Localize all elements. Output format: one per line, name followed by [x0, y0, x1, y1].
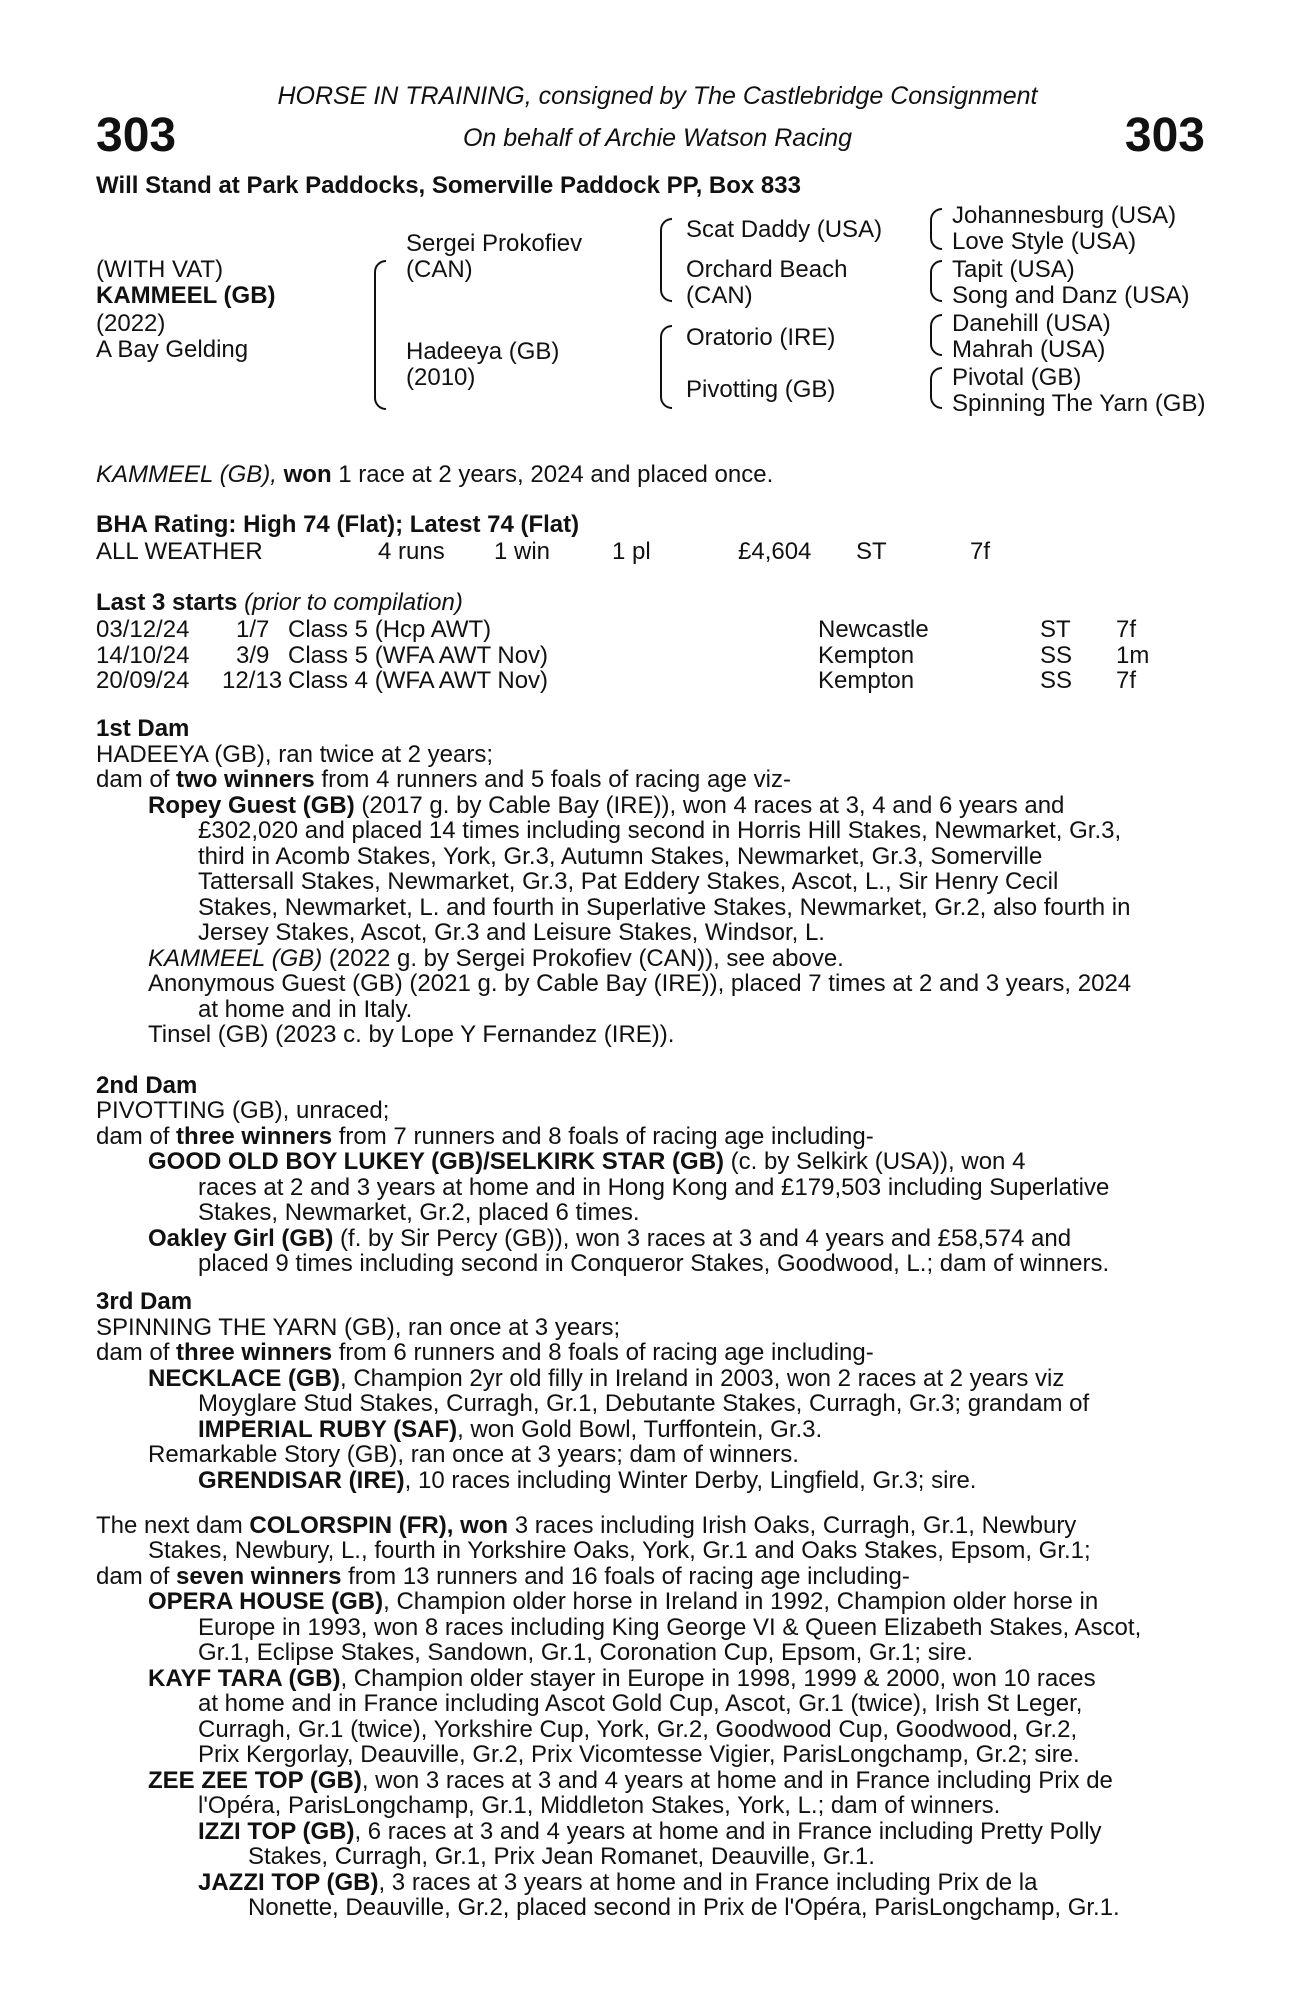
horse-description: A Bay Gelding — [96, 336, 249, 363]
text: , 6 races at 3 and 4 years at home and in France including Pretty Polly — [354, 1818, 1102, 1845]
progeny-name: IMPERIAL RUBY (SAF) — [198, 1416, 458, 1443]
winner-count: three winners — [176, 1123, 333, 1150]
start-date: 03/12/24 — [96, 616, 190, 643]
start-distance: 7f — [1116, 667, 1137, 694]
progeny-name: OPERA HOUSE (GB) — [148, 1588, 384, 1615]
text: dam of — [96, 1339, 177, 1366]
start-date: 20/09/24 — [96, 667, 190, 694]
race-summary — [96, 462, 773, 488]
start-race: Class 5 (Hcp AWT) — [288, 616, 492, 643]
ropey-line4: Tattersall Stakes, Newmarket, Gr.3, Pat Eddery Stakes, Ascot, L., Sir Henry Cecil — [198, 868, 1059, 895]
rating-prize: £4,604 — [738, 538, 812, 565]
progeny-name: JAZZI TOP (GB) — [198, 1869, 379, 1896]
second-dam-heading: 2nd Dam — [96, 1072, 198, 1099]
text: dam of — [96, 1123, 177, 1150]
start-distance: 1m — [1116, 642, 1150, 669]
second-dam-line2 — [96, 1124, 874, 1150]
summary-won: won — [283, 461, 332, 488]
text: (2017 g. by Cable Bay (IRE)), won 4 races at 3, 4 and 6 years and — [354, 792, 1065, 819]
kammeel-entry — [148, 946, 844, 972]
lot-number-right: 303 — [1124, 109, 1205, 162]
ropey-line5: Stakes, Newmarket, L. and fourth in Superlative Stakes, Newmarket, Gr.2, also fourth in — [198, 894, 1131, 921]
winner-count: two winners — [176, 766, 315, 793]
text: (2022 g. by Sergei Prokofiev (CAN)), see above. — [322, 945, 844, 972]
text: , won Gold Bowl, Turffontein, Gr.3. — [457, 1416, 823, 1443]
start-date: 14/10/24 — [96, 642, 190, 669]
progeny-name: KAYF TARA (GB) — [148, 1665, 341, 1692]
stand-location: Will Stand at Park Paddocks, Somerville Paddock PP, Box 833 — [96, 172, 801, 199]
progeny-name: KAMMEEL (GB) — [148, 945, 323, 972]
anonymous-guest-entry: Anonymous Guest (GB) (2021 g. by Cable Bay (IRE)), placed 7 times at 2 and 3 years, 2024 — [148, 970, 1132, 997]
text: from 4 runners and 5 foals of racing age viz- — [314, 766, 791, 793]
pedigree-brace-sd — [930, 260, 942, 302]
progeny-name: COLORSPIN (FR), won — [249, 1512, 509, 1539]
bha-rating-title: BHA Rating: High 74 (Flat); Latest 74 (Flat) — [96, 511, 580, 538]
progeny-name: Ropey Guest (GB) — [148, 792, 355, 819]
pedigree-dds: Pivotal (GB) — [952, 364, 1082, 391]
last-starts-note: (prior to compilation) — [244, 589, 463, 616]
first-dam-heading: 1st Dam — [96, 715, 190, 742]
opera-line2: Europe in 1993, won 8 races including King George VI & Queen Elizabeth Stakes, Ascot, — [198, 1614, 1142, 1641]
text: , won 3 races at 3 and 4 years at home and in France including Prix de — [361, 1767, 1113, 1794]
horse-name: KAMMEEL (GB) — [96, 282, 276, 309]
pedigree-sss: Johannesburg (USA) — [952, 202, 1177, 229]
text: , Champion older stayer in Europe in 1998, 1999 & 2000, won 10 races — [340, 1665, 1096, 1692]
pedigree-dss: Danehill (USA) — [952, 310, 1111, 337]
ropey-line2: £302,020 and placed 14 times including second in Horris Hill Stakes, Newmarket, Gr.3, — [198, 817, 1122, 844]
kayf-line2: at home and in France including Ascot Gold Cup, Ascot, Gr.1 (twice), Irish St Leger, — [198, 1690, 1083, 1717]
last-starts-title: Last 3 starts — [96, 589, 238, 616]
start-position: 3/9 — [236, 642, 270, 669]
text: , Champion older horse in Ireland in 1992, Champion older horse in — [383, 1588, 1099, 1615]
opera-house-entry — [148, 1589, 1098, 1615]
progeny-name: GRENDISAR (IRE) — [198, 1467, 405, 1494]
pedigree-brace-main — [374, 260, 386, 410]
start-position: 1/7 — [236, 616, 270, 643]
progeny-name: Oakley Girl (GB) — [148, 1225, 334, 1252]
start-going: ST — [1040, 616, 1071, 643]
progeny-name: GOOD OLD BOY LUKEY (GB)/SELKIRK STAR (GB) — [148, 1148, 725, 1175]
next-dam-line2: Stakes, Newbury, L., fourth in Yorkshire Oaks, York, Gr.1 and Oaks Stakes, Epsom, Gr.1; — [148, 1537, 1091, 1564]
summary-horse-name: KAMMEEL (GB), — [96, 461, 277, 488]
pedigree-brace-dam — [660, 325, 672, 409]
pedigree-brace-dd — [930, 367, 942, 409]
kayf-line3: Curragh, Gr.1 (twice), Yorkshire Cup, York, Gr.2, Goodwood Cup, Goodwood, Gr.2, — [198, 1716, 1078, 1743]
grendisar-entry — [198, 1468, 976, 1494]
kayf-tara-entry — [148, 1666, 1096, 1692]
lot-number-left: 303 — [96, 109, 177, 162]
necklace-entry — [148, 1366, 1064, 1392]
pedigree-sire-dam: Orchard Beach — [686, 256, 848, 283]
pedigree-ddd: Spinning The Yarn (GB) — [952, 390, 1206, 417]
pedigree-sire-dam-country: (CAN) — [686, 282, 753, 309]
pedigree-ssd: Love Style (USA) — [952, 228, 1137, 255]
jazzi-top-entry — [198, 1870, 1037, 1896]
text: , 10 races including Winter Derby, Lingfield, Gr.3; sire. — [404, 1467, 977, 1494]
anonymous-guest-line2: at home and in Italy. — [198, 996, 413, 1023]
text: , 3 races at 3 years at home and in France including Prix de la — [378, 1869, 1038, 1896]
pedigree-sds: Tapit (USA) — [952, 256, 1075, 283]
third-dam-line1: SPINNING THE YARN (GB), ran once at 3 years; — [96, 1314, 621, 1341]
start-race: Class 5 (WFA AWT Nov) — [288, 642, 549, 669]
progeny-name: IZZI TOP (GB) — [198, 1818, 355, 1845]
vat-note: (WITH VAT) — [96, 256, 224, 283]
winner-count: three winners — [176, 1339, 333, 1366]
third-dam-heading: 3rd Dam — [96, 1288, 193, 1315]
start-course: Kempton — [818, 667, 915, 694]
pedigree-sire: Sergei Prokofiev — [406, 230, 583, 257]
text: from 6 runners and 8 foals of racing age including- — [332, 1339, 874, 1366]
next-dam-line1 — [96, 1513, 1076, 1539]
zee-line2: l'Opéra, ParisLongchamp, Gr.1, Middleton Stakes, York, L.; dam of winners. — [198, 1792, 1001, 1819]
zee-zee-top-entry — [148, 1768, 1113, 1794]
next-dam-line3 — [96, 1564, 910, 1590]
ropey-line3: third in Acomb Stakes, York, Gr.3, Autumn Stakes, Newmarket, Gr.3, Somerville — [198, 843, 1043, 870]
first-dam-line2 — [96, 767, 791, 793]
opera-line3: Gr.1, Eclipse Stakes, Sandown, Gr.1, Coronation Cup, Epsom, Gr.1; sire. — [198, 1639, 974, 1666]
start-race: Class 4 (WFA AWT Nov) — [288, 667, 549, 694]
ropey-line6: Jersey Stakes, Ascot, Gr.3 and Leisure Stakes, Windsor, L. — [198, 919, 825, 946]
pedigree-sire-sire: Scat Daddy (USA) — [686, 216, 883, 243]
rating-surface: ALL WEATHER — [96, 538, 263, 565]
izzi-line2: Stakes, Curragh, Gr.1, Prix Jean Romanet, Deauville, Gr.1. — [248, 1843, 875, 1870]
pedigree-dam-sire: Oratorio (IRE) — [686, 324, 836, 351]
second-dam-line1: PIVOTTING (GB), unraced; — [96, 1097, 390, 1124]
tinsel-entry: Tinsel (GB) (2023 c. by Lope Y Fernandez (IRE)). — [148, 1021, 675, 1048]
good-old-boy-entry — [148, 1149, 1025, 1175]
rating-wins: 1 win — [494, 538, 551, 565]
goob-line3: Stakes, Newmarket, Gr.2, placed 6 times. — [198, 1199, 640, 1226]
ropey-guest-entry — [148, 793, 1064, 819]
start-going: SS — [1040, 642, 1073, 669]
rating-placed: 1 pl — [612, 538, 651, 565]
consignor-line: HORSE IN TRAINING, consigned by The Castlebridge Consignment — [277, 82, 1038, 110]
first-dam-line1: HADEEYA (GB), ran twice at 2 years; — [96, 741, 494, 768]
third-dam-line2 — [96, 1340, 874, 1366]
goob-line2: races at 2 and 3 years at home and in Hong Kong and £179,503 including Superlative — [198, 1174, 1110, 1201]
imperial-ruby-entry — [198, 1417, 822, 1443]
progeny-name: ZEE ZEE TOP (GB) — [148, 1767, 362, 1794]
start-course: Newcastle — [818, 616, 929, 643]
pedigree-dam: Hadeeya (GB) — [406, 338, 560, 365]
text: dam of — [96, 1563, 177, 1590]
izzi-top-entry — [198, 1819, 1102, 1845]
start-distance: 7f — [1116, 616, 1137, 643]
text: from 13 runners and 16 foals of racing age including- — [341, 1563, 910, 1590]
pedigree-brace-sire — [660, 218, 672, 302]
progeny-name: NECKLACE (GB) — [148, 1365, 340, 1392]
pedigree-dam-dam: Pivotting (GB) — [686, 376, 836, 403]
rating-going: ST — [856, 538, 887, 565]
text: The next dam — [96, 1512, 250, 1539]
summary-rest: 1 race at 2 years, 2024 and placed once. — [338, 461, 774, 488]
jazzi-line2: Nonette, Deauville, Gr.2, placed second in Prix de l'Opéra, ParisLongchamp, Gr.1. — [248, 1894, 1120, 1921]
necklace-line2: Moyglare Stud Stakes, Curragh, Gr.1, Debutante Stakes, Curragh, Gr.3; grandam of — [198, 1390, 1090, 1417]
on-behalf-line: On behalf of Archie Watson Racing — [462, 124, 853, 152]
text: , Champion 2yr old filly in Ireland in 2003, won 2 races at 2 years viz — [340, 1365, 1065, 1392]
pedigree-sdd: Song and Danz (USA) — [952, 282, 1190, 309]
text: from 7 runners and 8 foals of racing age including- — [332, 1123, 874, 1150]
text: 3 races including Irish Oaks, Curragh, Gr.1, Newbury — [508, 1512, 1077, 1539]
rating-distance: 7f — [970, 538, 991, 565]
start-going: SS — [1040, 667, 1073, 694]
text: (f. by Sir Percy (GB)), won 3 races at 3 and 4 years and £58,574 and — [333, 1225, 1072, 1252]
oakley-girl-entry — [148, 1226, 1071, 1252]
pedigree-brace-ss — [930, 208, 942, 250]
rating-runs: 4 runs — [378, 538, 445, 565]
text: dam of — [96, 766, 177, 793]
last-starts-heading — [96, 590, 463, 616]
pedigree-sire-country: (CAN) — [406, 256, 473, 283]
winner-count: seven winners — [176, 1563, 342, 1590]
text: (c. by Selkirk (USA)), won 4 — [724, 1148, 1026, 1175]
horse-year: (2022) — [96, 310, 166, 337]
start-position: 12/13 — [222, 667, 283, 694]
remarkable-story-entry: Remarkable Story (GB), ran once at 3 years; dam of winners. — [148, 1441, 799, 1468]
pedigree-dam-year: (2010) — [406, 364, 476, 391]
start-course: Kempton — [818, 642, 915, 669]
kayf-line4: Prix Kergorlay, Deauville, Gr.2, Prix Vicomtesse Vigier, ParisLongchamp, Gr.2; sire. — [198, 1741, 1080, 1768]
pedigree-dsd: Mahrah (USA) — [952, 336, 1106, 363]
pedigree-brace-ds — [930, 314, 942, 356]
oakley-line2: placed 9 times including second in Conqueror Stakes, Goodwood, L.; dam of winners. — [198, 1250, 1110, 1277]
